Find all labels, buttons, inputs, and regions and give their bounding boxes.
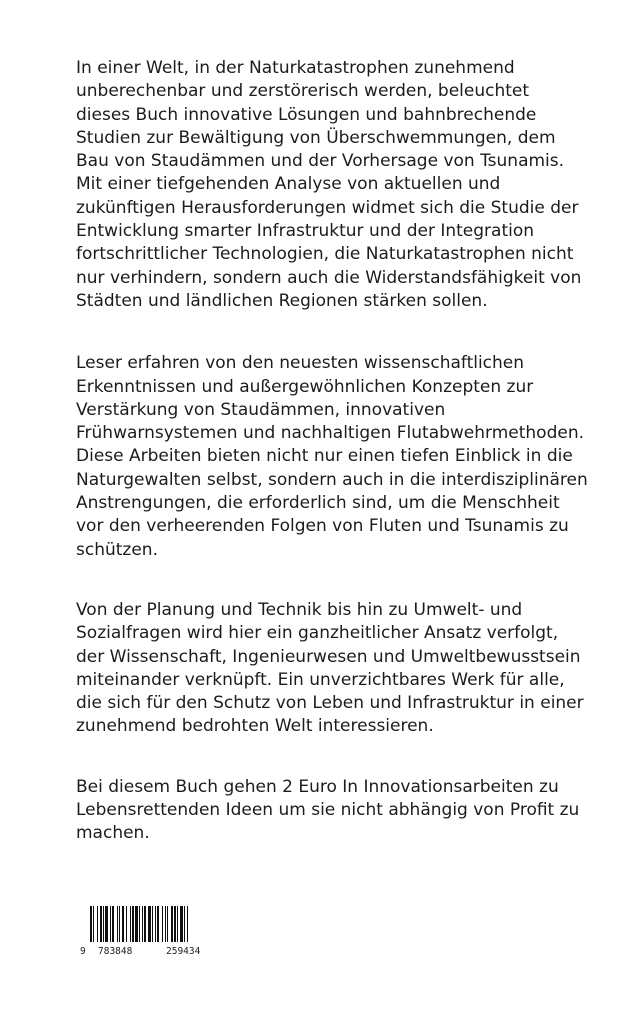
barcode-bar — [152, 906, 153, 942]
barcode-bar — [112, 906, 114, 942]
barcode-bar — [110, 906, 111, 942]
barcode-bar — [165, 906, 166, 942]
isbn-barcode — [80, 906, 224, 964]
barcode-bar — [100, 906, 102, 942]
barcode-bar — [155, 906, 156, 942]
barcode-bar — [144, 906, 146, 942]
barcode-bar — [148, 906, 151, 942]
isbn-left-group: 783848 — [98, 946, 133, 957]
barcode-bar — [103, 906, 104, 942]
barcode-bar — [90, 906, 92, 942]
barcode-bar — [139, 906, 140, 942]
blurb-paragraph-2: Leser erfahren von den neuesten wissenschaftlichen Erkenntnissen und außergewöhnlichen Konzepten zur Verstärkung von Staudämmen, innovativen Frühwarnsystemen und nachhaltigen Flutabwehrmethoden. Diese Arbeiten bieten nicht nur einen tiefen Einblick in die Naturgewalten selbst, sondern auch in die interdisziplinären Anstrengungen, die erforderlich sind, um die Menschheit vor den verheerenden Folgen von Fluten und Tsunamis zu schützen. — [76, 353, 588, 560]
blurb-paragraph-4: Bei diesem Buch gehen 2 Euro In Innovationsarbeiten zu Lebensrettenden Ideen um sie nicht abhängig von Profit zu machen. — [76, 776, 580, 844]
blurb-text — [76, 57, 588, 846]
barcode-bars — [80, 906, 224, 946]
barcode-bar — [97, 906, 98, 942]
barcode-bar — [157, 906, 159, 942]
barcode-bar — [174, 906, 176, 942]
isbn-digits — [80, 946, 224, 960]
barcode-bar — [119, 906, 120, 942]
barcode-bar — [177, 906, 178, 942]
barcode-bar — [142, 906, 143, 942]
isbn-first-digit: 9 — [80, 946, 86, 957]
barcode-bar — [105, 906, 108, 942]
barcode-bar — [93, 906, 94, 942]
barcode-bar — [184, 906, 185, 942]
barcode-bar — [162, 906, 163, 942]
blurb-paragraph-3: Von der Planung und Technik bis hin zu Umwelt- und Sozialfragen wird hier ein ganzheitlicher Ansatz verfolgt, der Wissenschaft, Ingenieurwesen und Umweltbewusstsein miteinander verknüpft. Ein unverzichtbares Werk für alle, die sich für den Schutz von Leben und Infrastruktur in einer zunehmend bedrohten Welt interessieren. — [76, 599, 584, 737]
isbn-right-group: 259434 — [166, 946, 201, 957]
barcode-bar — [122, 906, 124, 942]
barcode-bar — [187, 906, 188, 942]
barcode-bar — [130, 906, 131, 942]
barcode-bar — [167, 906, 168, 942]
barcode-bar — [126, 906, 127, 942]
barcode-bar — [135, 906, 138, 942]
barcode-bar — [117, 906, 118, 942]
barcode-bar — [171, 906, 173, 942]
blurb-paragraph-1: In einer Welt, in der Naturkatastrophen zunehmend unberechenbar und zerstörerisch werden, beleuchtet dieses Buch innovative Lösungen und bahnbrechende Studien zur Bewältigung von Überschwemmungen, dem Bau von Staudämmen und der Vorhersage von Tsunamis. Mit einer tiefgehenden Analyse von aktuellen und zukünftigen Herausforderungen widmet sich die Studie der Entwicklung smarter Infrastruktur und der Integration fortschrittlicher Technologien, die Naturkatastrophen nicht nur verhindern, sondern auch die Widerstandsfähigkeit von Städten und ländlichen Regionen stärken sollen. — [76, 58, 582, 311]
barcode-bar — [180, 906, 183, 942]
barcode-bar — [132, 906, 134, 942]
